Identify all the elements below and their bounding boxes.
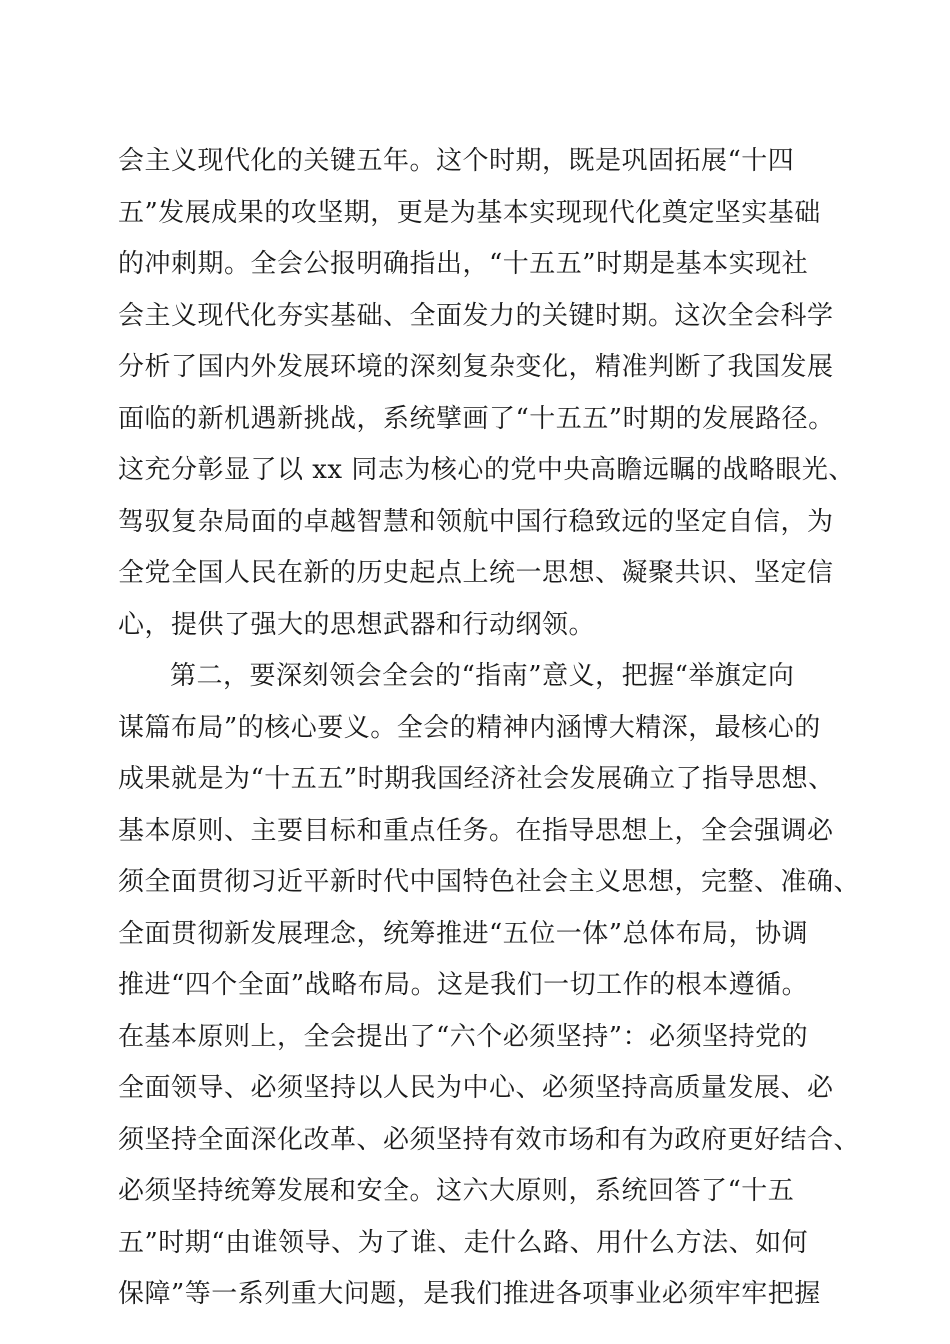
text-line: 五”发展成果的攻坚期，更是为基本实现现代化奠定坚实基础 [118, 197, 821, 228]
text-line: 面临的新机遇新挑战，系统擘画了“十五五”时期的发展路径。 [118, 403, 835, 434]
text-line: 第二，要深刻领会全会的“指南”意义，把握“举旗定向 [170, 661, 795, 691]
text-line: 必须坚持统筹发展和安全。这六大原则，系统回答了“十五 [118, 1176, 795, 1206]
paragraph-2 [118, 651, 861, 1321]
text-line: 分析了国内外发展环境的深刻复杂变化，精准判断了我国发展 [118, 352, 834, 382]
text-line: 这充分彰显了以 xx 同志为核心的党中央高瞻远瞩的战略眼光、 [118, 455, 855, 485]
text-line: 须全面贯彻习近平新时代中国特色社会主义思想，完整、准确、 [118, 867, 861, 897]
text-line: 五”时期“由谁领导、为了谁、走什么路、用什么方法、如何 [118, 1227, 809, 1258]
text-line: 全面领导、必须坚持以人民为中心、必须坚持高质量发展、必 [118, 1073, 834, 1103]
text-line: 全党全国人民在新的历史起点上统一思想、凝聚共识、坚定信 [118, 558, 834, 588]
text-line: 在基本原则上，全会提出了“六个必须坚持”：必须坚持党的 [118, 1021, 809, 1052]
body-text [118, 136, 861, 1321]
text-line: 须坚持全面深化改革、必须坚持有效市场和有为政府更好结合、 [118, 1124, 861, 1155]
text-line: 推进“四个全面”战略布局。这是我们一切工作的根本遵循。 [118, 970, 809, 1000]
text-line: 会主义现代化夯实基础、全面发力的关键时期。这次全会科学 [118, 300, 834, 331]
text-line: 驾驭复杂局面的卓越智慧和领航中国行稳致远的坚定自信，为 [118, 506, 834, 537]
text-line: 谋篇布局”的核心要义。全会的精神内涵博大精深，最核心的 [118, 712, 821, 743]
text-line: 心，提供了强大的思想武器和行动纲领。 [118, 609, 596, 640]
text-line: 基本原则、主要目标和重点任务。在指导思想上，全会强调必 [118, 815, 834, 846]
text-line: 的冲刺期。全会公报明确指出，“十五五”时期是基本实现社 [118, 249, 809, 279]
text-line: 会主义现代化的关键五年。这个时期，既是巩固拓展“十四 [118, 146, 795, 176]
paragraph-1 [118, 136, 855, 651]
text-line: 全面贯彻新发展理念，统筹推进“五位一体”总体布局，协调 [118, 918, 809, 949]
text-line: 保障”等一系列重大问题，是我们推进各项事业必须牢牢把握 [118, 1279, 821, 1309]
text-line: 成果就是为“十五五”时期我国经济社会发展确立了指导思想、 [118, 764, 835, 794]
